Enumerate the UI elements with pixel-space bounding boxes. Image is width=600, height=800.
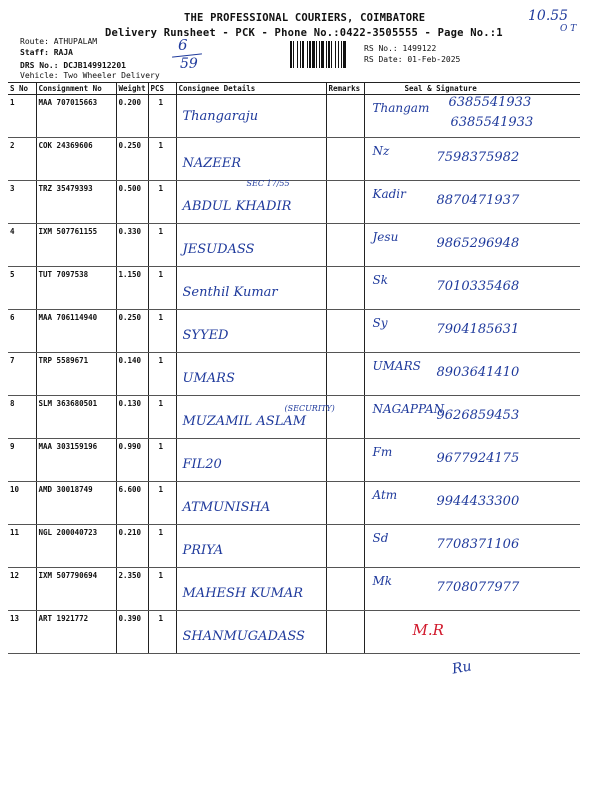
row-weight: 0.390 xyxy=(116,611,148,654)
phone-number: 8903641410 xyxy=(436,365,520,380)
table-row xyxy=(8,181,580,224)
col-consignment: Consignment No xyxy=(36,83,116,95)
row-sno: 9 xyxy=(8,439,36,482)
row-remarks xyxy=(326,482,364,525)
barcode xyxy=(290,41,360,68)
row-consignee-cell xyxy=(176,611,326,654)
consignee-name: Thangaraju xyxy=(182,109,259,124)
signature: NAGAPPAN xyxy=(372,402,445,416)
row-consignment: AMD 30018749 xyxy=(36,482,116,525)
row-sno: 3 xyxy=(8,181,36,224)
row-signature-cell xyxy=(364,525,580,568)
row-consignment: TUT 7097538 xyxy=(36,267,116,310)
row-sno: 13 xyxy=(8,611,36,654)
vehicle-value: Two Wheeler Delivery xyxy=(63,71,160,80)
signature: Sd xyxy=(372,531,389,545)
row-remarks xyxy=(326,138,364,181)
phone-number-2: 6385541933 xyxy=(450,115,534,130)
consignee-name: Senthil Kumar xyxy=(182,285,278,300)
phone-number: 7010335468 xyxy=(436,279,520,294)
consignee-name: NAZEER xyxy=(182,156,242,171)
row-signature-cell xyxy=(364,310,580,353)
row-signature-cell xyxy=(364,138,580,181)
row-consignee-cell xyxy=(176,138,326,181)
row-consignee-cell xyxy=(176,353,326,396)
row-remarks xyxy=(326,267,364,310)
row-sno: 7 xyxy=(8,353,36,396)
row-consignee-cell xyxy=(176,267,326,310)
row-pcs: 1 xyxy=(148,439,176,482)
row-consignment: IXM 507790694 xyxy=(36,568,116,611)
row-sno: 11 xyxy=(8,525,36,568)
row-consignment: MAA 707015663 xyxy=(36,95,116,138)
table-row xyxy=(8,353,580,396)
col-sno: S No xyxy=(8,83,36,95)
row-signature-cell xyxy=(364,224,580,267)
row-consignment: IXM 507761155 xyxy=(36,224,116,267)
row-pcs: 1 xyxy=(148,482,176,525)
row-sno: 8 xyxy=(8,396,36,439)
row-remarks xyxy=(326,568,364,611)
col-signature: Seal & Signature xyxy=(364,83,580,95)
staff-value: RAJA xyxy=(53,48,73,57)
table-row xyxy=(8,396,580,439)
phone-number: 7708371106 xyxy=(436,537,520,552)
phone-number: 7708077977 xyxy=(436,580,520,595)
row-weight: 2.350 xyxy=(116,568,148,611)
signature: Sy xyxy=(372,316,388,330)
row-signature-cell xyxy=(364,181,580,224)
row-weight: 0.140 xyxy=(116,353,148,396)
row-weight: 0.210 xyxy=(116,525,148,568)
phone-number: 7598375982 xyxy=(436,150,520,165)
row-pcs: 1 xyxy=(148,95,176,138)
handwritten-time: 10.55 xyxy=(528,8,569,24)
row-consignment: MAA 303159196 xyxy=(36,439,116,482)
row-pcs: 1 xyxy=(148,310,176,353)
consignee-name: FIL20 xyxy=(182,457,222,472)
row-consignee-cell xyxy=(176,482,326,525)
signature: Jesu xyxy=(372,230,399,244)
consignee-note: (SECURITY) xyxy=(284,404,335,413)
table-row xyxy=(8,267,580,310)
row-pcs: 1 xyxy=(148,568,176,611)
phone-number: 9626859453 xyxy=(436,408,520,423)
consignee-name: ABDUL KHADIR xyxy=(182,199,292,214)
table-row xyxy=(8,310,580,353)
table-row xyxy=(8,95,580,138)
row-weight: 0.500 xyxy=(116,181,148,224)
route-value: ATHUPALAM xyxy=(53,37,98,46)
handwritten-initials: Ru xyxy=(450,658,473,678)
row-weight: 0.200 xyxy=(116,95,148,138)
row-sno: 5 xyxy=(8,267,36,310)
consignee-name: MUZAMIL ASLAM xyxy=(182,414,307,429)
row-sno: 2 xyxy=(8,138,36,181)
row-weight: 1.150 xyxy=(116,267,148,310)
row-consignee-cell xyxy=(176,568,326,611)
row-consignee-cell xyxy=(176,181,326,224)
row-consignee-cell xyxy=(176,224,326,267)
row-remarks xyxy=(326,396,364,439)
handwritten-fraction-bottom: 59 xyxy=(180,56,198,72)
row-remarks xyxy=(326,353,364,396)
row-consignment: COK 24369606 xyxy=(36,138,116,181)
phone-number: 7904185631 xyxy=(436,322,520,337)
table-row xyxy=(8,568,580,611)
row-signature-cell xyxy=(364,611,580,654)
rs-no-value: 1499122 xyxy=(402,44,437,53)
drs-line: DRS No.: DCJB149912201 xyxy=(20,61,126,70)
signature: UMARS xyxy=(372,359,421,373)
row-weight: 0.330 xyxy=(116,224,148,267)
col-consignee: Consignee Details xyxy=(176,83,326,95)
vehicle-line: Vehicle: Two Wheeler Delivery xyxy=(20,71,160,80)
row-remarks xyxy=(326,525,364,568)
signature: Atm xyxy=(372,488,398,502)
phone-number: 8870471937 xyxy=(436,193,520,208)
row-pcs: 1 xyxy=(148,525,176,568)
phone-number: 9865296948 xyxy=(436,236,520,251)
row-sno: 6 xyxy=(8,310,36,353)
table-row xyxy=(8,525,580,568)
signature: Mk xyxy=(372,574,393,588)
signature: Fm xyxy=(372,445,393,459)
signature: Sk xyxy=(372,273,388,287)
row-weight: 0.130 xyxy=(116,396,148,439)
table-row xyxy=(8,482,580,525)
phone-number: 6385541933 xyxy=(448,95,532,110)
row-signature-cell xyxy=(364,568,580,611)
phone-number: 9677924175 xyxy=(436,451,520,466)
drs-value: DCJB149912201 xyxy=(63,61,126,70)
company-title: THE PROFESSIONAL COURIERS, COIMBATORE xyxy=(184,12,426,24)
table-header-row xyxy=(8,83,580,95)
table-row xyxy=(8,611,580,654)
table-row xyxy=(8,138,580,181)
row-signature-cell xyxy=(364,95,580,138)
row-weight: 6.600 xyxy=(116,482,148,525)
row-consignment: ART 1921772 xyxy=(36,611,116,654)
row-signature-cell xyxy=(364,267,580,310)
row-pcs: 1 xyxy=(148,353,176,396)
consignee-name: MAHESH KUMAR xyxy=(182,586,304,601)
row-consignment: SLM 363680501 xyxy=(36,396,116,439)
signature: Nz xyxy=(372,144,390,158)
row-signature-cell xyxy=(364,439,580,482)
row-consignment: NGL 200040723 xyxy=(36,525,116,568)
row-consignee-cell xyxy=(176,396,335,439)
consignee-name: SYYED xyxy=(182,328,229,343)
row-consignee-cell xyxy=(176,525,326,568)
consignee-name: JESUDASS xyxy=(182,242,255,257)
row-sno: 4 xyxy=(8,224,36,267)
row-pcs: 1 xyxy=(148,224,176,267)
row-consignment: MAA 706114940 xyxy=(36,310,116,353)
col-remarks: Remarks xyxy=(326,83,364,95)
handwritten-ot: O T xyxy=(560,24,577,34)
signature: M.R xyxy=(412,621,444,639)
row-pcs: 1 xyxy=(148,181,176,224)
row-weight: 0.250 xyxy=(116,310,148,353)
row-consignment: TRZ 35479393 xyxy=(36,181,116,224)
row-remarks xyxy=(326,95,364,138)
rs-date-value: 01-Feb-2025 xyxy=(407,55,461,64)
row-pcs: 1 xyxy=(148,611,176,654)
row-sno: 1 xyxy=(8,95,36,138)
barcode-bar xyxy=(346,41,347,68)
consignee-name: UMARS xyxy=(182,371,235,386)
row-weight: 0.250 xyxy=(116,138,148,181)
row-pcs: 1 xyxy=(148,138,176,181)
row-sno: 12 xyxy=(8,568,36,611)
row-signature-cell xyxy=(364,396,580,439)
row-pcs: 1 xyxy=(148,267,176,310)
row-remarks xyxy=(326,439,364,482)
col-weight: Weight xyxy=(116,83,148,95)
row-sno: 10 xyxy=(8,482,36,525)
col-pcs: PCS xyxy=(148,83,176,95)
runsheet-subtitle: Delivery Runsheet - PCK - Phone No.:0422-3505555 - Page No.:1 xyxy=(105,27,503,39)
route-line: Route: ATHUPALAM xyxy=(20,37,98,46)
rs-no-line: RS No.: 1499122 xyxy=(364,44,437,53)
handwritten-fraction-top: 6 xyxy=(178,36,188,54)
row-pcs: 1 xyxy=(148,396,176,439)
row-consignee-cell xyxy=(176,310,326,353)
consignee-name: ATMUNISHA xyxy=(182,500,271,515)
rs-date-line: RS Date: 01-Feb-2025 xyxy=(364,55,461,64)
phone-number: 9944433300 xyxy=(436,494,520,509)
row-signature-cell xyxy=(364,482,580,525)
row-remarks xyxy=(326,181,364,224)
row-consignment: TRP 5589671 xyxy=(36,353,116,396)
row-consignee-cell xyxy=(176,439,326,482)
staff-line: Staff: RAJA xyxy=(20,48,73,57)
runsheet-table xyxy=(8,82,580,654)
table-row xyxy=(8,439,580,482)
row-consignee-cell xyxy=(176,95,326,138)
signature: Kadir xyxy=(372,187,406,201)
consignee-name: SHANMUGADASS xyxy=(182,629,305,644)
row-remarks xyxy=(326,224,364,267)
table-row xyxy=(8,224,580,267)
signature: Thangam xyxy=(372,101,430,115)
consignee-name: PRIYA xyxy=(182,543,224,558)
consignee-note: SEC 17/55 xyxy=(246,179,290,188)
row-weight: 0.990 xyxy=(116,439,148,482)
row-signature-cell xyxy=(364,353,580,396)
row-remarks xyxy=(326,611,364,654)
row-remarks xyxy=(326,310,364,353)
